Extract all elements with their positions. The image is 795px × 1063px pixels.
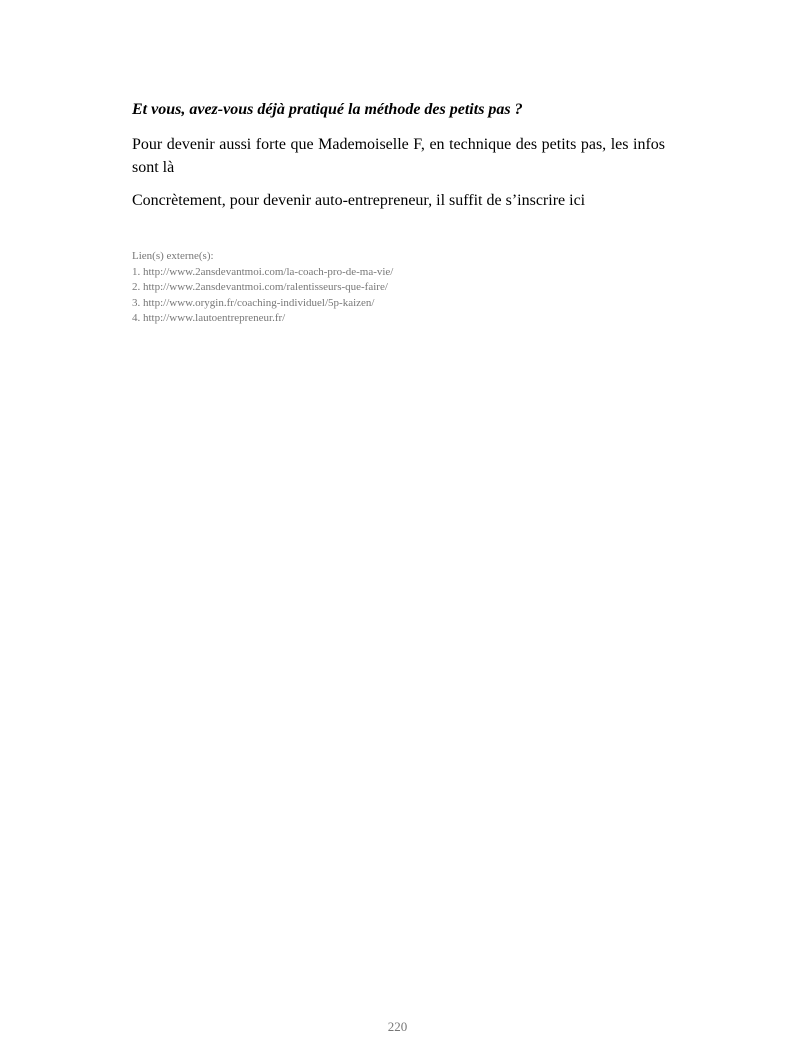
paragraph-techniques-info: Pour devenir aussi forte que Mademoiselle F, en technique des petits pas, les infos sont là xyxy=(132,136,665,176)
paragraph-auto-entrepreneur: Concrètement, pour devenir auto-entrepreneur, il suffit de s’inscrire ici xyxy=(132,192,586,209)
section-heading: Et vous, avez-vous déjà pratiqué la méthode des petits pas ? xyxy=(132,101,523,118)
external-link-item[interactable]: 1. http://www.2ansdevantmoi.com/la-coach-pro-de-ma-vie/ xyxy=(132,265,394,278)
external-links-list xyxy=(132,265,665,327)
external-link-item[interactable]: 3. http://www.orygin.fr/coaching-individuel/5p-kaizen/ xyxy=(132,296,375,309)
external-links-label: Lien(s) externe(s): xyxy=(132,250,214,262)
external-link-item[interactable]: 2. http://www.2ansdevantmoi.com/ralentisseurs-que-faire/ xyxy=(132,281,388,293)
page-number: 220 xyxy=(387,1019,408,1034)
external-links-section xyxy=(132,249,665,327)
external-link-item[interactable]: 4. http://www.lautoentrepreneur.fr/ xyxy=(132,312,286,324)
article-body xyxy=(132,100,665,222)
